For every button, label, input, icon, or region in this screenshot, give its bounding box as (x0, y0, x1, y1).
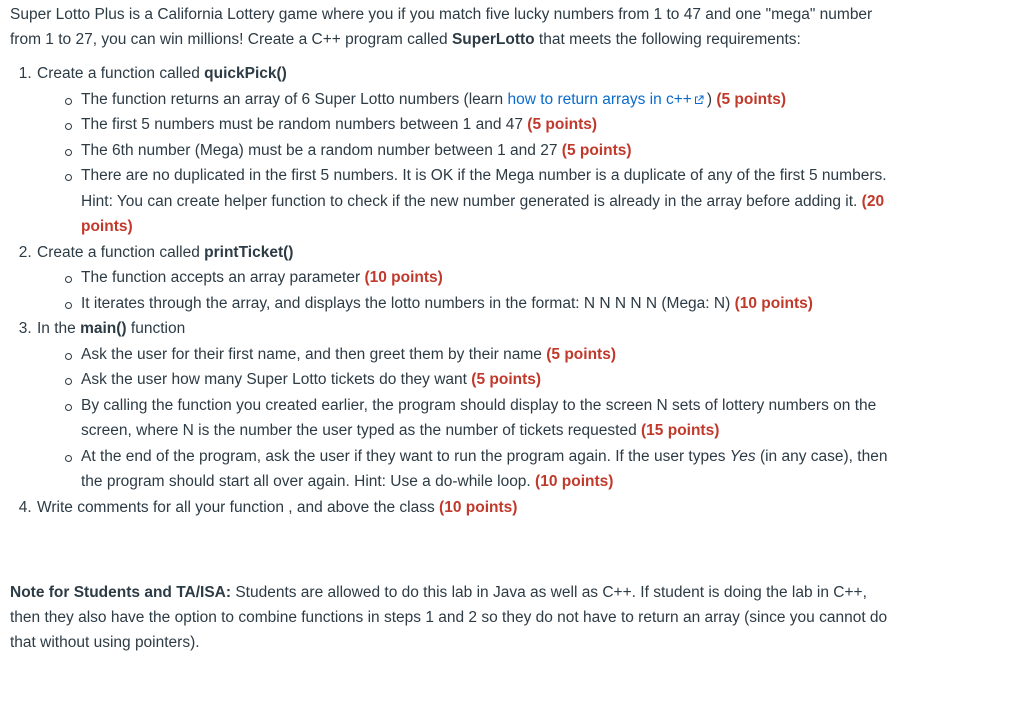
intro-paragraph (10, 3, 890, 52)
requirement-item-2: 2. Create a function called printTicket() The function accepts an array parameter (10 points) It iterates through the array, and displays the lotto numbers in the format: N N N N N (Mega: N) (10 points) (36, 240, 890, 317)
list-item: There are no duplicated in the first 5 numbers. It is OK if the Mega number is a duplicate of any of the first 5 numbers. Hint: You can create helper function to check if the new number generated is already in the array before adding it. (20 points) (64, 163, 890, 240)
points-label: (10 points) (535, 473, 614, 490)
list-item: It iterates through the array, and displays the lotto numbers in the format: N N N N N (Mega: N) (10 points) (64, 291, 890, 317)
function-name-main: main() (80, 320, 127, 337)
list-item: Ask the user for their first name, and then greet them by their name (5 points) (64, 342, 890, 368)
points-label: (5 points) (546, 345, 616, 363)
requirement-item-3: 3. In the main() function Ask the user for their first name, and then greet them by their name (5 points) Ask the user how many Super Lotto tickets do they want (5 points) By calling the function you created earlier, the program should display to the screen N sets of lottery numbers on the screen, where N is the number the user typed as the number of tickets requested (15 points) At the end of the program, ask the user if they want to run the program again. If the user types Yes (in any case), then the program should start all over again. Hint: Use a do-while loop. (10 points) (36, 316, 890, 495)
external-link-icon[interactable] (694, 95, 704, 105)
list-item: The 6th number (Mega) must be a random number between 1 and 27 (5 points) (64, 138, 890, 164)
list-item: The function accepts an array parameter (10 points) (64, 265, 890, 291)
points-label: (5 points) (471, 371, 542, 388)
function-name-printticket: printTicket() (204, 243, 294, 261)
list-item: By calling the function you created earlier, the program should display to the screen N sets of lottery numbers on the screen, where N is the number the user typed as the number of tickets requested (15 points) (64, 393, 890, 444)
points-label: (20 points) (81, 192, 885, 235)
list-item: The function returns an array of 6 Super Lotto numbers (learn how to return arrays in c++ ) (5 points) (64, 87, 890, 113)
requirement-2-sublist (37, 265, 890, 316)
points-label: (10 points) (364, 269, 443, 286)
requirement-1-sublist (37, 87, 890, 240)
return-arrays-link[interactable]: how to return arrays in c++ (507, 90, 692, 108)
yes-italic: Yes (729, 447, 756, 465)
points-label: (10 points) (439, 498, 518, 516)
intro-text-end: that meets the following requirements: (534, 30, 801, 48)
requirements-list (10, 61, 890, 520)
requirement-3-sublist (37, 342, 890, 495)
note-paragraph (10, 580, 890, 655)
list-item: The first 5 numbers must be random numbers between 1 and 47 (5 points) (64, 112, 890, 138)
list-item: Ask the user how many Super Lotto tickets do they want (5 points) (64, 367, 890, 393)
requirement-item-4: 4. Write comments for all your function , and above the class (10 points) (36, 495, 890, 521)
points-label: (5 points) (716, 90, 787, 108)
note-body: Students are allowed to do this lab in Java as well as C++. If student is doing the lab in C++, then they also have the option to combine functions in steps 1 and 2 so they do not have to return an array (since you cannot do that without using pointers). (10, 584, 888, 651)
list-item: At the end of the program, ask the user if they want to run the program again. If the user types Yes (in any case), then the program should start all over again. Hint: Use a do-while loop. (10 points) (64, 444, 890, 495)
function-name-quickpick: quickPick() (204, 65, 287, 82)
points-label: (10 points) (734, 294, 813, 312)
requirement-item-1: 1. Create a function called quickPick() The function returns an array of 6 Super Lotto numbers (learn how to return arrays in c++ ) (5 points) The first 5 numbers must be random numbers between 1 and 47 (5 points) The 6th number (Mega) must be a random number between 1 and 27 (5 points) There are no duplicated in the first 5 numbers. It is OK if the Mega number is a duplicate of any of the first 5 numbers. Hint: You can create helper function to check if the new number generated is already in the array before adding it. (20 points) (36, 61, 890, 240)
note-label: Note for Students and TA/ISA: (10, 584, 232, 601)
intro-text: Super Lotto Plus is a California Lottery game where you if you match five lucky numbers from 1 to 47 and one "mega" number from 1 to 27, you can win millions! Create a C++ program called (10, 6, 873, 48)
points-label: (5 points) (527, 116, 598, 133)
points-label: (5 points) (561, 141, 632, 159)
points-label: (15 points) (641, 422, 720, 439)
program-name: SuperLotto (451, 30, 535, 48)
